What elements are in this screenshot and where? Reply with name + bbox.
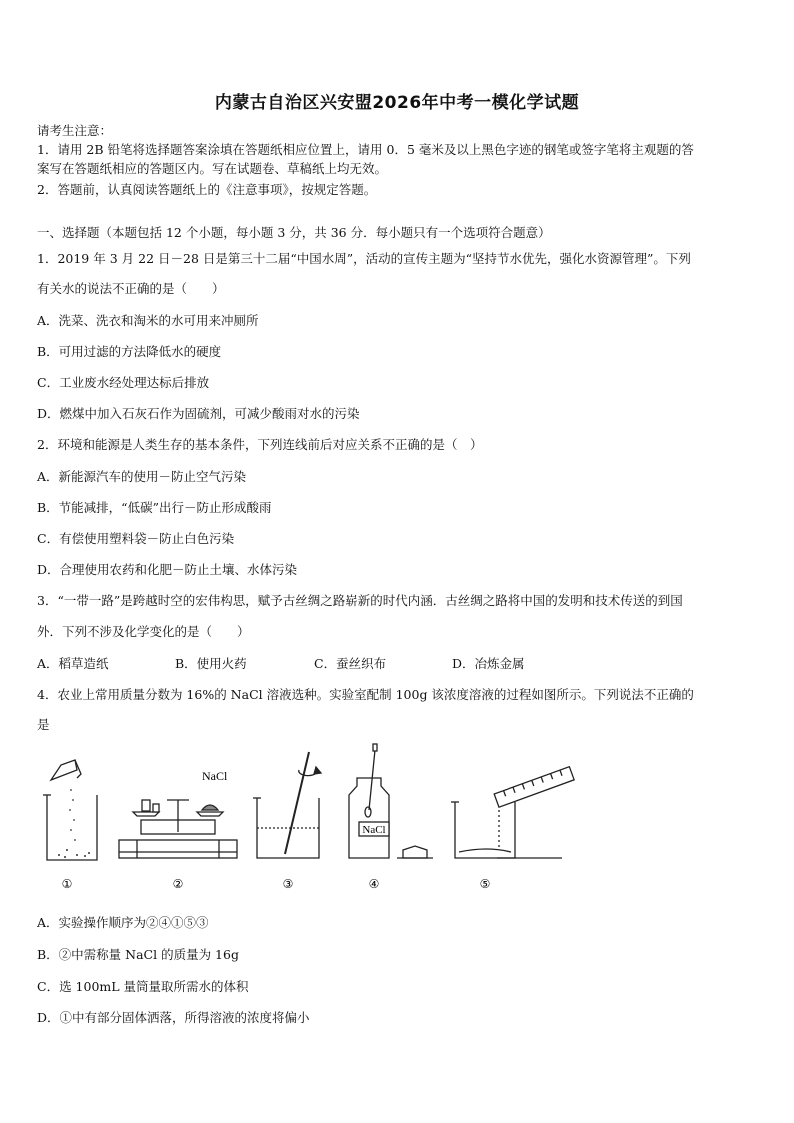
notice-1b: 案写在答题纸相应的答题区内。写在试题卷、草稿纸上均无效。	[37, 161, 388, 176]
notice-2: 2．答题前，认真阅读答题纸上的《注意事项》，按规定答题。	[37, 182, 377, 197]
q4-stem-b: 是	[37, 717, 50, 732]
q2-stem: 2．环境和能源是人类生存的基本条件，下列连线前后对应关系不正确的是（ ）	[37, 437, 483, 452]
step2-balance	[119, 800, 237, 858]
step2-label: ②	[172, 877, 184, 891]
step1-pouring-solid	[43, 760, 97, 860]
step1-label: ①	[61, 877, 73, 891]
section-heading: 一、选择题（本题包括 12 个小题，每小题 3 分，共 36 分．每小题只有一个选项符合题意）	[37, 225, 551, 240]
q1-option-b: B．可用过滤的方法降低水的硬度	[37, 344, 222, 359]
q3-option-a: A．稻草造纸	[37, 656, 109, 671]
solution-prep-figure	[37, 740, 577, 900]
notice-1a: 1．请用 2B 铅笔将选择题答案涂填在答题纸相应位置上，请用 0．5 毫米及以上黑色字迹的钢笔或签字笔将主观题的答	[37, 142, 694, 157]
q4-option-d: D．①中有部分固体洒落，所得溶液的浓度将偏小	[37, 1010, 310, 1025]
q2-option-b: B．节能减排，“低碳”出行－防止形成酸雨	[37, 500, 272, 515]
q1-stem-a: 1．2019 年 3 月 22 日－28 日是第三十二届“中国水周”，活动的宣传主题为“坚持节水优先，强化水资源管理”。下列	[37, 251, 691, 266]
q3-option-d: D．冶炼金属	[452, 656, 525, 671]
q1-option-a: A．洗菜、洗衣和淘米的水可用来冲厕所	[37, 313, 259, 328]
q4-option-b: B．②中需称量 NaCl 的质量为 16g	[37, 947, 239, 962]
step3-label: ③	[282, 877, 294, 891]
q3-stem-a: 3．“一带一路”是跨越时空的宏伟构思，赋予古丝绸之路崭新的时代内涵．古丝绸之路将中国的发明和技术传送的到国	[37, 593, 683, 608]
q2-option-d: D．合理使用农药和化肥－防止土壤、水体污染	[37, 562, 298, 577]
page-title: 内蒙古自治区兴安盟2026年中考一模化学试题	[214, 93, 580, 113]
q1-option-c: C．工业废水经处理达标后排放	[37, 375, 210, 390]
q1-option-d: D．燃煤中加入石灰石作为固硫剂，可减少酸雨对水的污染	[37, 406, 360, 421]
step4-reagent-bottle	[349, 744, 433, 858]
balance-nacl-label: NaCl	[202, 769, 228, 783]
q3-option-c: C．蚕丝织布	[314, 656, 387, 671]
q4-stem-a: 4．农业上常用质量分数为 16%的 NaCl 溶液选种。实验室配制 100g 该浓度溶液的过程如图所示。下列说法不正确的	[37, 687, 694, 702]
q4-option-a: A．实验操作顺序为②④①⑤③	[37, 915, 209, 930]
bottle-nacl-label: NaCl	[362, 824, 386, 836]
step5-label: ⑤	[479, 877, 491, 891]
q3-option-b: B．使用火药	[175, 656, 247, 671]
q2-option-c: C．有偿使用塑料袋－防止白色污染	[37, 531, 235, 546]
notice-header: 请考生注意：	[37, 123, 113, 138]
q3-stem-b: 外．下列不涉及化学变化的是（ ）	[37, 624, 250, 639]
q4-option-c: C．选 100mL 量筒量取所需水的体积	[37, 979, 249, 994]
q2-option-a: A．新能源汽车的使用－防止空气污染	[37, 469, 247, 484]
step5-pouring-water	[451, 767, 574, 858]
step4-label: ④	[368, 877, 380, 891]
q1-stem-b: 有关水的说法不正确的是（ ）	[37, 281, 225, 296]
step3-stirring	[253, 752, 321, 858]
